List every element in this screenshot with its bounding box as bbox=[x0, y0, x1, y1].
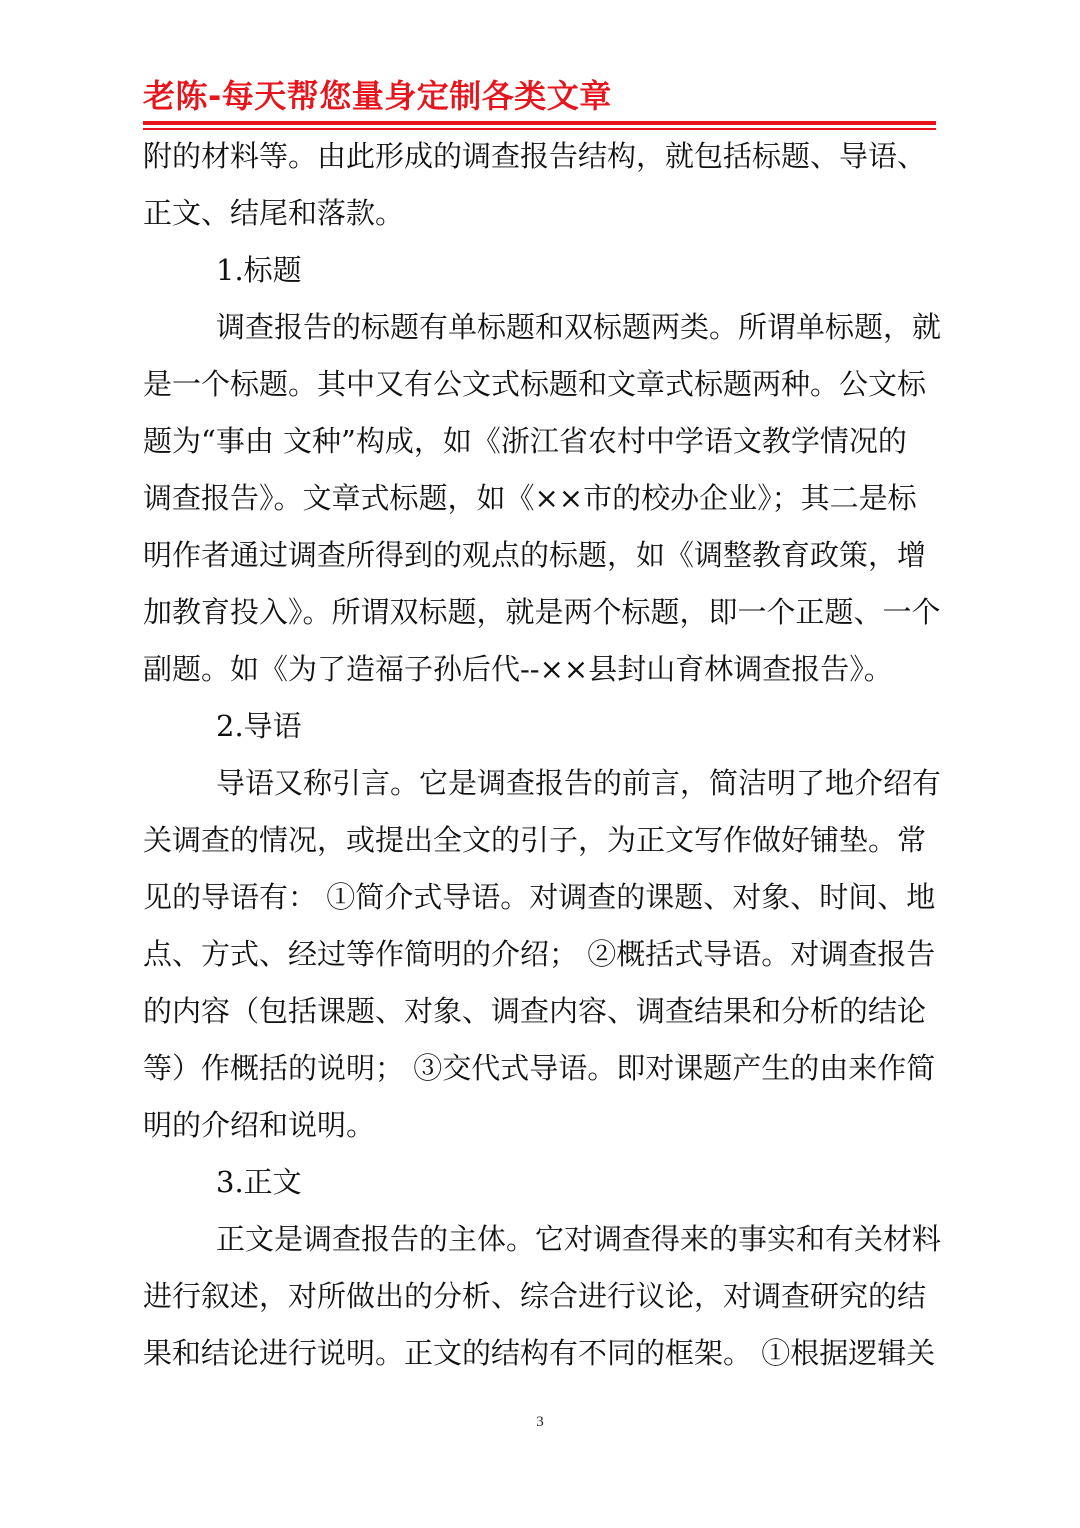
text-line: 题为“事由 文种”构成，如《浙江省农村中学语文教学情况的 bbox=[143, 424, 907, 458]
text-line: 明作者通过调查所得到的观点的标题，如《调整教育政策，增 bbox=[143, 538, 927, 572]
text-line: 见的导语有： ①简介式导语。对调查的课题、对象、时间、地 bbox=[143, 880, 936, 914]
text-line: 明的介绍和说明。 bbox=[143, 1108, 376, 1142]
text-line: 副题。如《为了造福子孙后代--××县封山育林调查报告》。 bbox=[143, 652, 893, 686]
text-line: 导语又称引言。它是调查报告的前言，简洁明了地介绍有 bbox=[216, 766, 942, 800]
text-line: 点、方式、经过等作简明的介绍； ②概括式导语。对调查报告 bbox=[143, 937, 936, 971]
body-text bbox=[143, 128, 943, 1382]
section-heading: 2.导语 bbox=[216, 709, 302, 743]
text-line: 关调查的情况，或提出全文的引子，为正文写作做好铺垫。常 bbox=[143, 823, 927, 857]
text-line: 果和结论进行说明。正文的结构有不同的框架。 ①根据逻辑关 bbox=[143, 1336, 936, 1370]
text-line: 加教育投入》。所谓双标题，就是两个标题，即一个正题、一个 bbox=[143, 595, 941, 629]
page-number: 3 bbox=[536, 1414, 544, 1430]
text-line: 正文、结尾和落款。 bbox=[143, 196, 405, 230]
section-heading: 3.正文 bbox=[216, 1165, 302, 1199]
text-line: 附的材料等。由此形成的调查报告结构，就包括标题、导语、 bbox=[143, 139, 927, 173]
section-heading: 1.标题 bbox=[216, 253, 302, 287]
text-line: 进行叙述，对所做出的分析、综合进行议论，对调查研究的结 bbox=[143, 1279, 927, 1313]
text-line: 调查报告》。文章式标题，如《××市的校办企业》；其二是标 bbox=[143, 481, 917, 515]
text-line: 的内容（包括课题、对象、调查内容、调查结果和分析的结论 bbox=[143, 994, 927, 1028]
text-line: 正文是调查报告的主体。它对调查得来的事实和有关材料 bbox=[216, 1222, 942, 1256]
text-line: 调查报告的标题有单标题和双标题两类。所谓单标题，就 bbox=[216, 310, 942, 344]
text-line: 等）作概括的说明； ③交代式导语。即对课题产生的由来作简 bbox=[143, 1051, 936, 1085]
text-line: 是一个标题。其中又有公文式标题和文章式标题两种。公文标 bbox=[143, 367, 927, 401]
page-header-title: 老陈-每天帮您量身定制各类文章 bbox=[143, 77, 612, 115]
header-rule-thick bbox=[143, 121, 936, 125]
